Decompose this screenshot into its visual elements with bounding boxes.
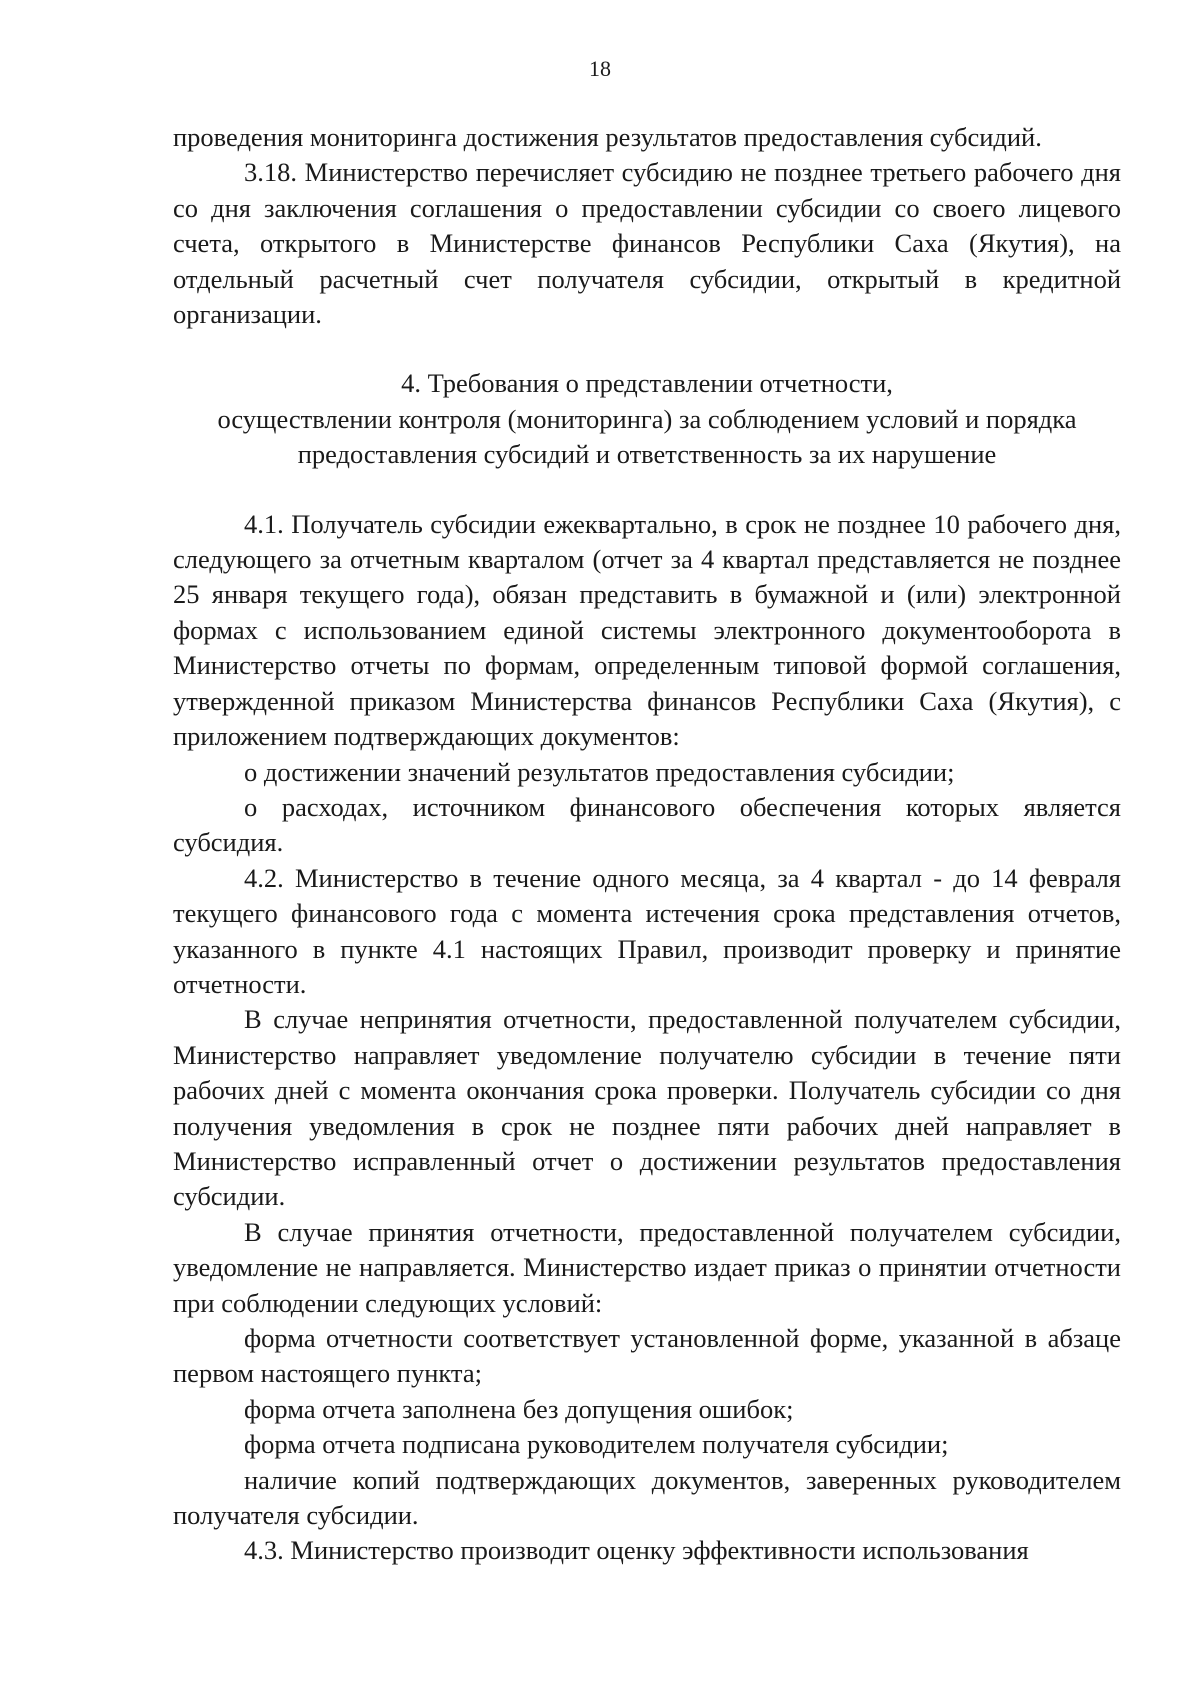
paragraph-4-2: 4.2. Министерство в течение одного месяца, за 4 квартал - до 14 февраля текущего финансового года с момента истечения срока представления отчетов, указанного в пункте 4.1 настоящих Правил, производит проверку и принятие отчетности. (173, 862, 1121, 999)
section-heading-line-2: осуществлении контроля (мониторинга) за соблюдением условий и порядка (217, 403, 1077, 434)
document-body (173, 120, 1121, 1569)
page-number: 18 (589, 56, 611, 81)
paragraph-4-1: 4.1. Получатель субсидии ежеквартально, в срок не позднее 10 рабочего дня, следующего за отчетным кварталом (отчет за 4 квартал представляется не позднее 25 января текущего года), обязан представить в бумажной и (или) электронной формах с использованием единой системы электронного документооборота в Министерство отчеты по формам, определенным типовой формой соглашения, утвержденной приказом Министерства финансов Республики Саха (Якутия), с приложением подтверждающих документов: (173, 508, 1121, 752)
list-item-signed: форма отчета подписана руководителем получателя субсидии; (244, 1429, 949, 1460)
section-heading (173, 366, 1121, 472)
paragraph-continuation: проведения мониторинга достижения результатов предоставления субсидий. (173, 122, 1042, 152)
list-item-results: о достижении значений результатов предоставления субсидии; (244, 756, 955, 787)
list-item-form-matches: форма отчетности соответствует установленной форме, указанной в абзаце первом настоящего пункта; (173, 1323, 1121, 1389)
section-heading-line-3: предоставления субсидий и ответственность за их нарушение (297, 439, 997, 470)
paragraph-4-3: 4.3. Министерство производит оценку эффективности использования (244, 1535, 1029, 1566)
list-item-no-errors: форма отчета заполнена без допущения ошибок; (244, 1393, 794, 1424)
paragraph-rejection: В случае непринятия отчетности, предоставленной получателем субсидии, Министерство направляет уведомление получателю субсидии в течение пяти рабочих дней с момента окончания срока проверки. Получатель субсидии со дня получения уведомления в срок не позднее пяти рабочих дней направляет в Министерство исправленный отчет о достижении результатов предоставления субсидии. (173, 1004, 1121, 1212)
section-heading-line-1: 4. Требования о представлении отчетности, (401, 368, 893, 399)
list-item-expenses: о расходах, источником финансового обеспечения которых является субсидия. (173, 791, 1121, 858)
list-item-copies: наличие копий подтверждающих документов, заверенных руководителем получателя субсидии. (173, 1464, 1121, 1531)
paragraph-acceptance: В случае принятия отчетности, предоставленной получателем субсидии, уведомление не направляется. Министерство издает приказ о принятии отчетности при соблюдении следующих условий: (173, 1216, 1121, 1318)
paragraph-3-18: 3.18. Министерство перечисляет субсидию не позднее третьего рабочего дня со дня заключения соглашения о предоставлении субсидии со своего лицевого счета, открытого в Министерстве финансов Республики Саха (Якутия), на отдельный расчетный счет получателя субсидии, открытый в кредитной организации. (173, 157, 1121, 330)
